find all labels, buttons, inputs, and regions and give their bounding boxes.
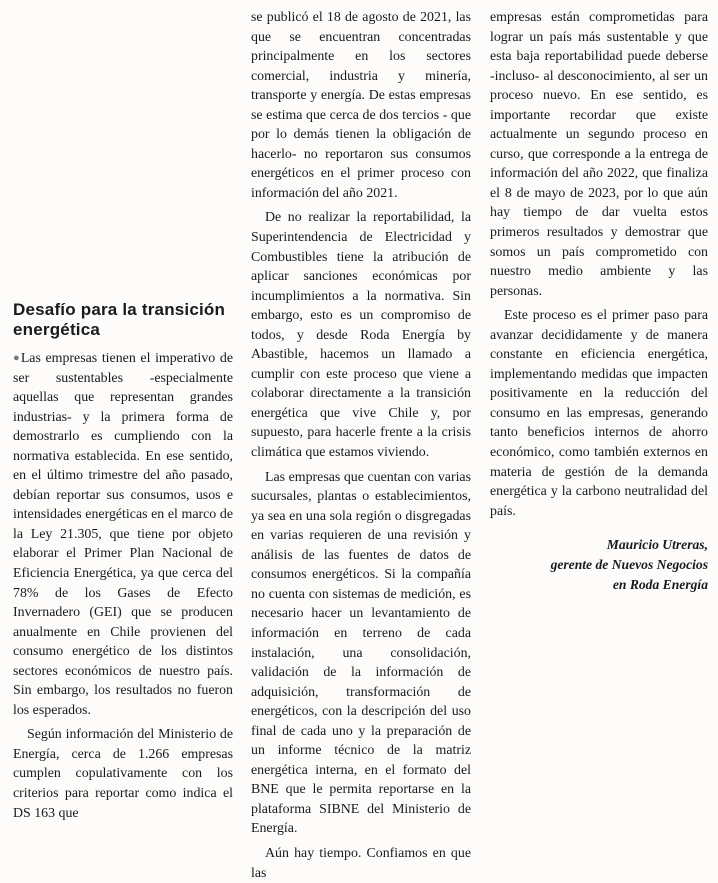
paragraph: De no realizar la reportabilidad, la Superintendencia de Electricidad y Combustibles tiene la atribución de aplicar sanciones económicas por incumplimientos a la normativa. Sin embargo, esto es un compromiso de todos, y desde Roda Energía by Abastible, hacemos un llamado a cumplir con este proceso que viene a colaborar directamente a la transición energética que vive Chile y, por supuesto, para hacerle frente a la crisis climática que estamos viviendo. <box>251 210 471 461</box>
paragraph: empresas están comprometidas para lograr un país más sustentable y que esta baja reportabilidad puede deberse -incluso- al desconocimiento, al ser un proceso nuevo. En ese sentido, es importante recordar que existe actualmente un segundo proceso en curso, que corresponde a la entrega de información del año 2022, que finaliza el 8 de mayo de 2023, por lo que aún hay tiempo de dar vuelta estos primeros resultados y demostrar que somos un país comprometido con nuestro medio ambiente y las personas. <box>490 10 708 299</box>
signature <box>490 535 708 595</box>
paragraph: Aún hay tiempo. Confiamos en que las <box>251 845 471 881</box>
paragraph: Este proceso es el primer paso para avanzar decididamente y de manera constante en eficiencia energética, implementando medidas que impacten positivamente en la reducción del consumo en las empresas, generando tanto beneficios internos de ahorro económico, como también externos en materia de gestión de la demanda energética y la carbono neutralidad del país. <box>490 308 708 519</box>
column-2 <box>251 8 471 883</box>
paragraph: Las empresas que cuentan con varias sucursales, plantas o establecimientos, ya sea en una sola región o disgregadas en varias requieren de una revisión y análisis de las fuentes de datos de consumos energéticos. Si la compañía no cuenta con sistemas de medición, es necesario hacer un levantamiento de información en terreno de cada instalación, una consolidación, validación de la información de adquisición, transformación de energéticos, con la descripción del uso final de cada uno y la preparación de un informe técnico de la matriz energética interna, en el formato del BNE que le permita reportarse en la plataforma SIBNE del Ministerio de Energía. <box>251 469 471 837</box>
paragraph <box>13 349 233 720</box>
paragraph-text: Las empresas tienen el imperativo de ser sustentables -especialmente aquellas que representan grandes industrias- y la primera forma de demostrarlo es cumpliendo con la normativa establecida. En ese sentido, en el último trimestre del año pasado, debían reportar sus consumos, usos e intensidades energéticas en el marco de la Ley 21.305, que tiene por objeto elaborar el Primer Plan Nacional de Eficiencia Energética, ya que cerca del 78% de los Gases de Efecto Invernadero (GEI) que se producen anualmente en Chile provienen del consumo energético de los distintos sectores económicos de nuestro país. Sin embargo, los resultados no fueron los esperados. <box>13 351 233 718</box>
paragraph: Según información del Ministerio de Energía, cerca de 1.266 empresas cumplen copulativamente con los criterios para reportar como indica el DS 163 que <box>13 727 233 821</box>
paragraph: se publicó el 18 de agosto de 2021, las que se encuentran concentradas principalmente en los sectores comercial, industria y minería, transporte y energía. De estas empresas se estima que cerca de dos tercios - que por lo demás tienen la obligación de hacerlo- no reportaron sus consumos energéticos en el primer proceso con información del año 2021. <box>251 10 471 201</box>
column-1 <box>13 300 233 823</box>
author-title: gerente de Nuevos Negocios <box>550 557 708 573</box>
column-3 <box>490 8 708 595</box>
section-heading: Desafío para la transición energética <box>13 300 226 339</box>
author-company: en Roda Energía <box>612 577 708 593</box>
bullet-icon: ● <box>13 352 21 364</box>
author-name: Mauricio Utreras, <box>606 537 708 553</box>
